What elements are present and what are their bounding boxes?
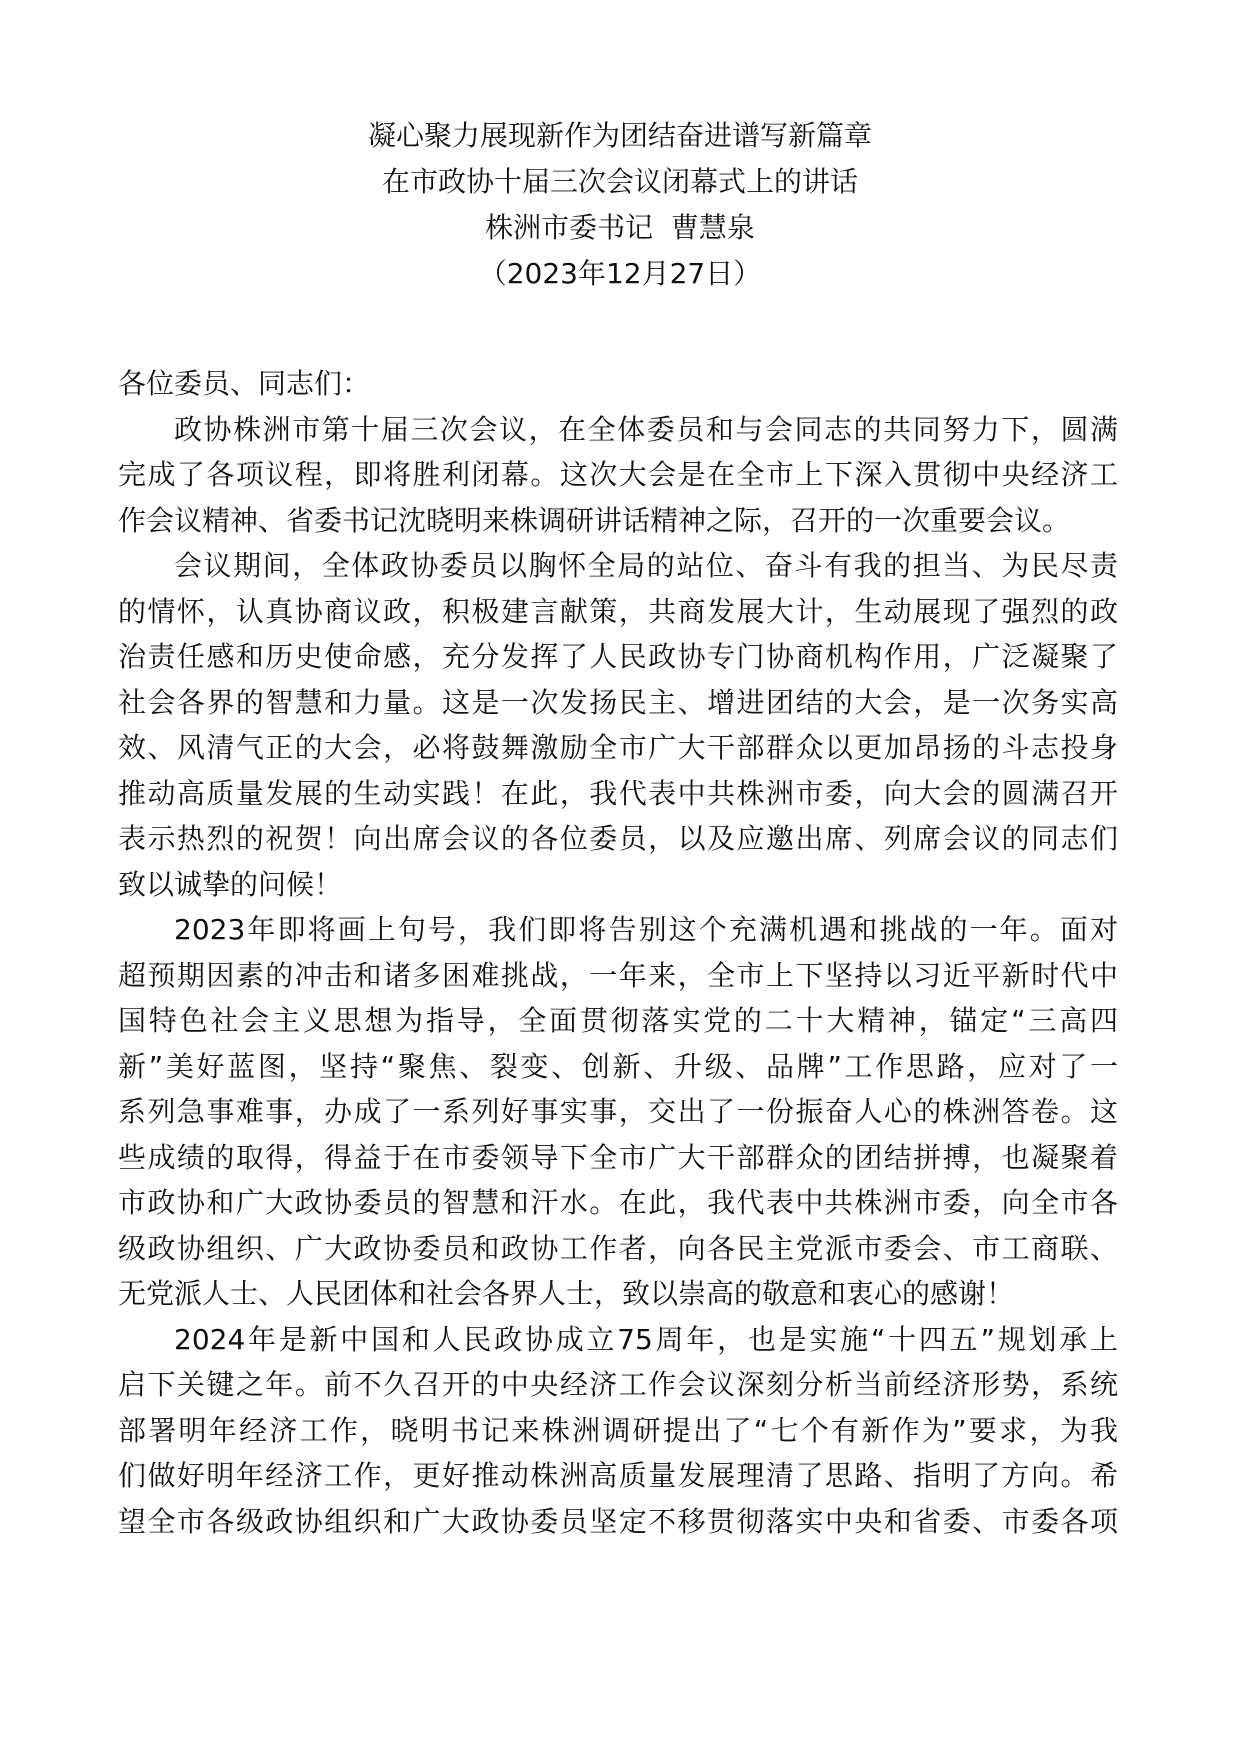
text-line: 完成了各项议程，即将胜利闭幕。这次大会是在全市上下深入贯彻中央经济工: [118, 458, 1118, 491]
text-line: 会议期间，全体政协委员以胸怀全局的站位、奋斗有我的担当、为民尽责: [174, 549, 1118, 582]
speech-date: （2023年12月27日）: [478, 257, 762, 290]
text-line: 望全市各级政协组织和广大政协委员坚定不移贯彻落实中央和省委、市委各项: [118, 1504, 1118, 1538]
text-line: 治责任感和历史使命感，充分发挥了人民政协专门协商机构作用，广泛凝聚了: [118, 640, 1118, 673]
text-line: 些成绩的取得，得益于在市委领导下全市广大干部群众的团结拼搏，也凝聚着: [118, 1140, 1118, 1174]
text-line: 超预期因素的冲击和诸多困难挑战，一年来，全市上下坚持以习近平新时代中: [118, 958, 1118, 992]
text-line: 系列急事难事，办成了一系列好事实事，交出了一份振奋人心的株洲答卷。这: [118, 1095, 1118, 1128]
text-line: 部署明年经济工作，晓明书记来株洲调研提出了“七个有新作为”要求，为我: [118, 1413, 1118, 1447]
body-paragraphs: [118, 407, 1118, 1545]
speech-body: [118, 361, 1118, 1544]
text-line: 市政协和广大政协委员的智慧和汗水。在此，我代表中共株洲市委，向全市各: [118, 1186, 1118, 1219]
text-line: 社会各界的智慧和力量。这是一次发扬民主、增进团结的大会，是一次务实高: [118, 685, 1118, 719]
speech-subtitle: 在市政协十届三次会议闭幕式上的讲话: [381, 165, 858, 198]
text-line: 国特色社会主义思想为指导，全面贯彻落实党的二十大精神，锚定“三高四: [118, 1004, 1118, 1037]
salutation: 各位委员、同志们：: [118, 367, 371, 400]
text-line: 的情怀，认真协商议政，积极建言献策，共商发展大计，生动展现了强烈的政: [118, 594, 1118, 628]
text-line: 启下关键之年。前不久召开的中央经济工作会议深刻分析当前经济形势，系统: [118, 1368, 1118, 1401]
speaker-line: 株洲市委书记 曹慧泉: [485, 211, 755, 244]
speech-title: 凝心聚力展现新作为团结奋进谱写新篇章: [367, 119, 872, 152]
text-line: 新”美好蓝图，坚持“聚焦、裂变、创新、升级、品牌”工作思路，应对了一: [118, 1049, 1118, 1083]
text-line: 2023年即将画上句号，我们即将告别这个充满机遇和挑战的一年。面对: [174, 913, 1118, 946]
text-line: 表示热烈的祝贺！向出席会议的各位委员，以及应邀出席、列席会议的同志们: [118, 822, 1118, 855]
text-line: 政协株洲市第十届三次会议，在全体委员和与会同志的共同努力下，圆满: [174, 412, 1118, 446]
speech-header: [0, 113, 1240, 297]
text-line: 作会议精神、省委书记沈晓明来株调研讲话精神之际，召开的一次重要会议。: [118, 503, 1071, 537]
text-line: 级政协组织、广大政协委员和政协工作者，向各民主党派市委会、市工商联、: [118, 1231, 1118, 1265]
text-line: 2024年是新中国和人民政协成立75周年，也是实施“十四五”规划承上: [174, 1322, 1118, 1356]
text-line: 推动高质量发展的生动实践！在此，我代表中共株洲市委，向大会的圆满召开: [118, 776, 1118, 810]
text-line: 无党派人士、人民团体和社会各界人士，致以崇高的敬意和衷心的感谢！: [118, 1277, 1015, 1310]
text-line: 效、风清气正的大会，必将鼓舞激励全市广大干部群众以更加昂扬的斗志投身: [118, 731, 1118, 764]
text-line: 致以诚挚的问候！: [118, 867, 343, 901]
text-line: 们做好明年经济工作，更好推动株洲高质量发展理清了思路、指明了方向。希: [118, 1459, 1118, 1492]
